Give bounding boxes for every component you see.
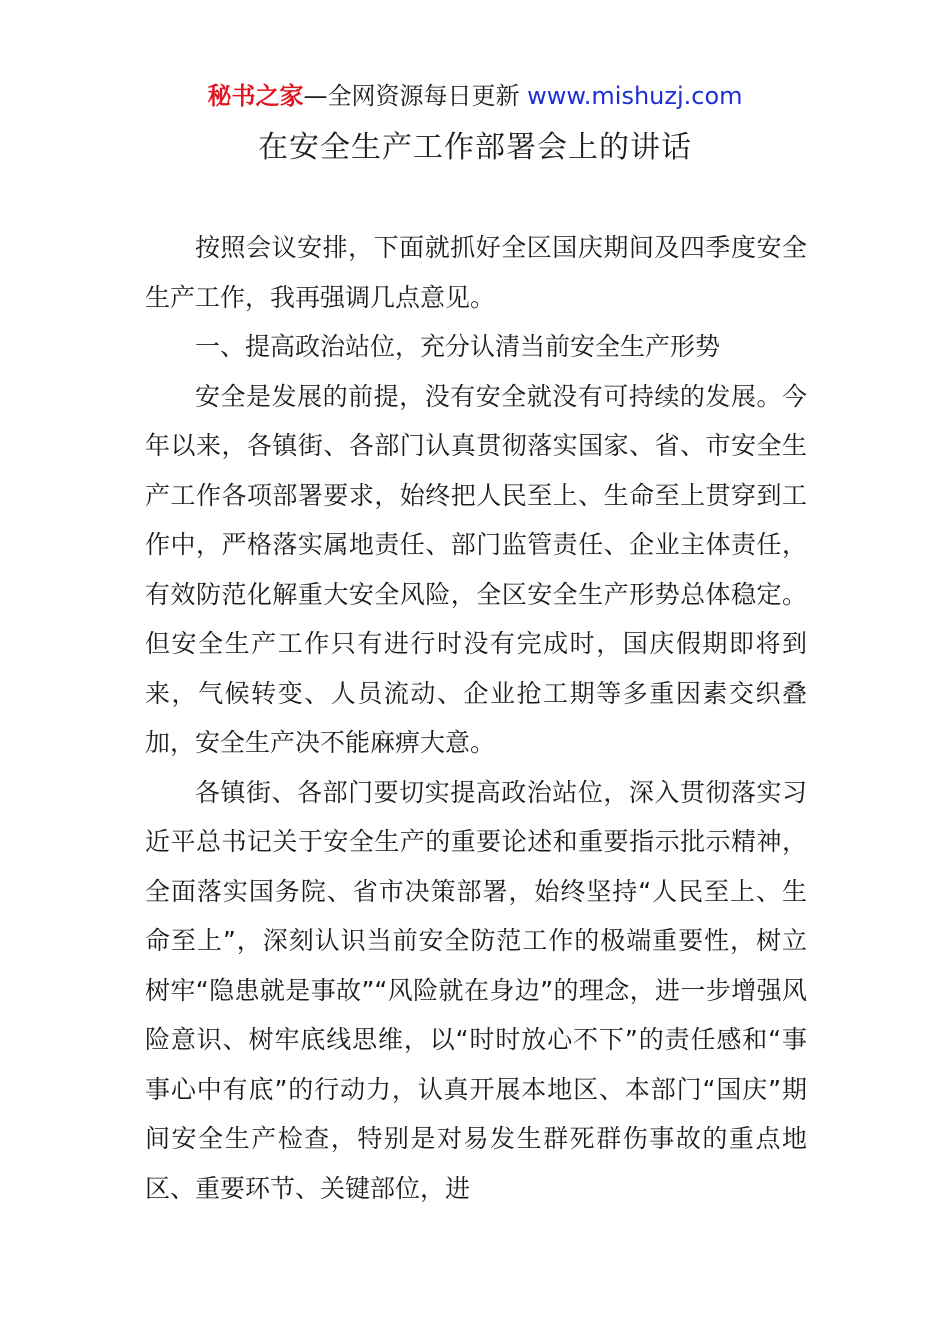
paragraph-safety-premise: 安全是发展的前提，没有安全就没有可持续的发展。今年以来，各镇街、各部门认真贯彻落实国家、省、市安全生产工作各项部署要求，始终把人民至上、生命至上贯穿到工作中，严格落实属地责任、部门监管责任、企业主体责任，有效防范化解重大安全风险，全区安全生产形势总体稳定。但安全生产工作只有进行时没有完成时，国庆假期即将到来，气候转变、人员流动、企业抢工期等多重因素交织叠加，安全生产决不能麻痹大意。 [145,381,807,757]
site-url[interactable]: www.mishuzj.com [527,82,743,110]
paragraph-intro: 按照会议安排，下面就抓好全区国庆期间及四季度安全生产工作，我再强调几点意见。 [145,233,807,312]
site-tagline: —全网资源每日更新 [303,82,528,110]
document-body [145,223,807,1213]
site-header [0,80,950,112]
section-heading-1: 一、提高政治站位，充分认清当前安全生产形势 [195,332,721,361]
document-title: 在安全生产工作部署会上的讲话 [258,130,692,165]
paragraph-political-stance: 各镇街、各部门要切实提高政治站位，深入贯彻落实习近平总书记关于安全生产的重要论述和重要指示批示精神，全面落实国务院、省市决策部署，始终坚持“人民至上、生命至上”，深刻认识当前安全防范工作的极端重要性，树立树牢“隐患就是事故”“风险就在身边”的理念，进一步增强风险意识、树牢底线思维，以“时时放心不下”的责任感和“事事心中有底”的行动力，认真开展本地区、本部门“国庆”期间安全生产检查，特别是对易发生群死群伤事故的重点地区、重要环节、关键部位，进 [145,777,807,1203]
site-name: 秘书之家 [207,82,304,110]
